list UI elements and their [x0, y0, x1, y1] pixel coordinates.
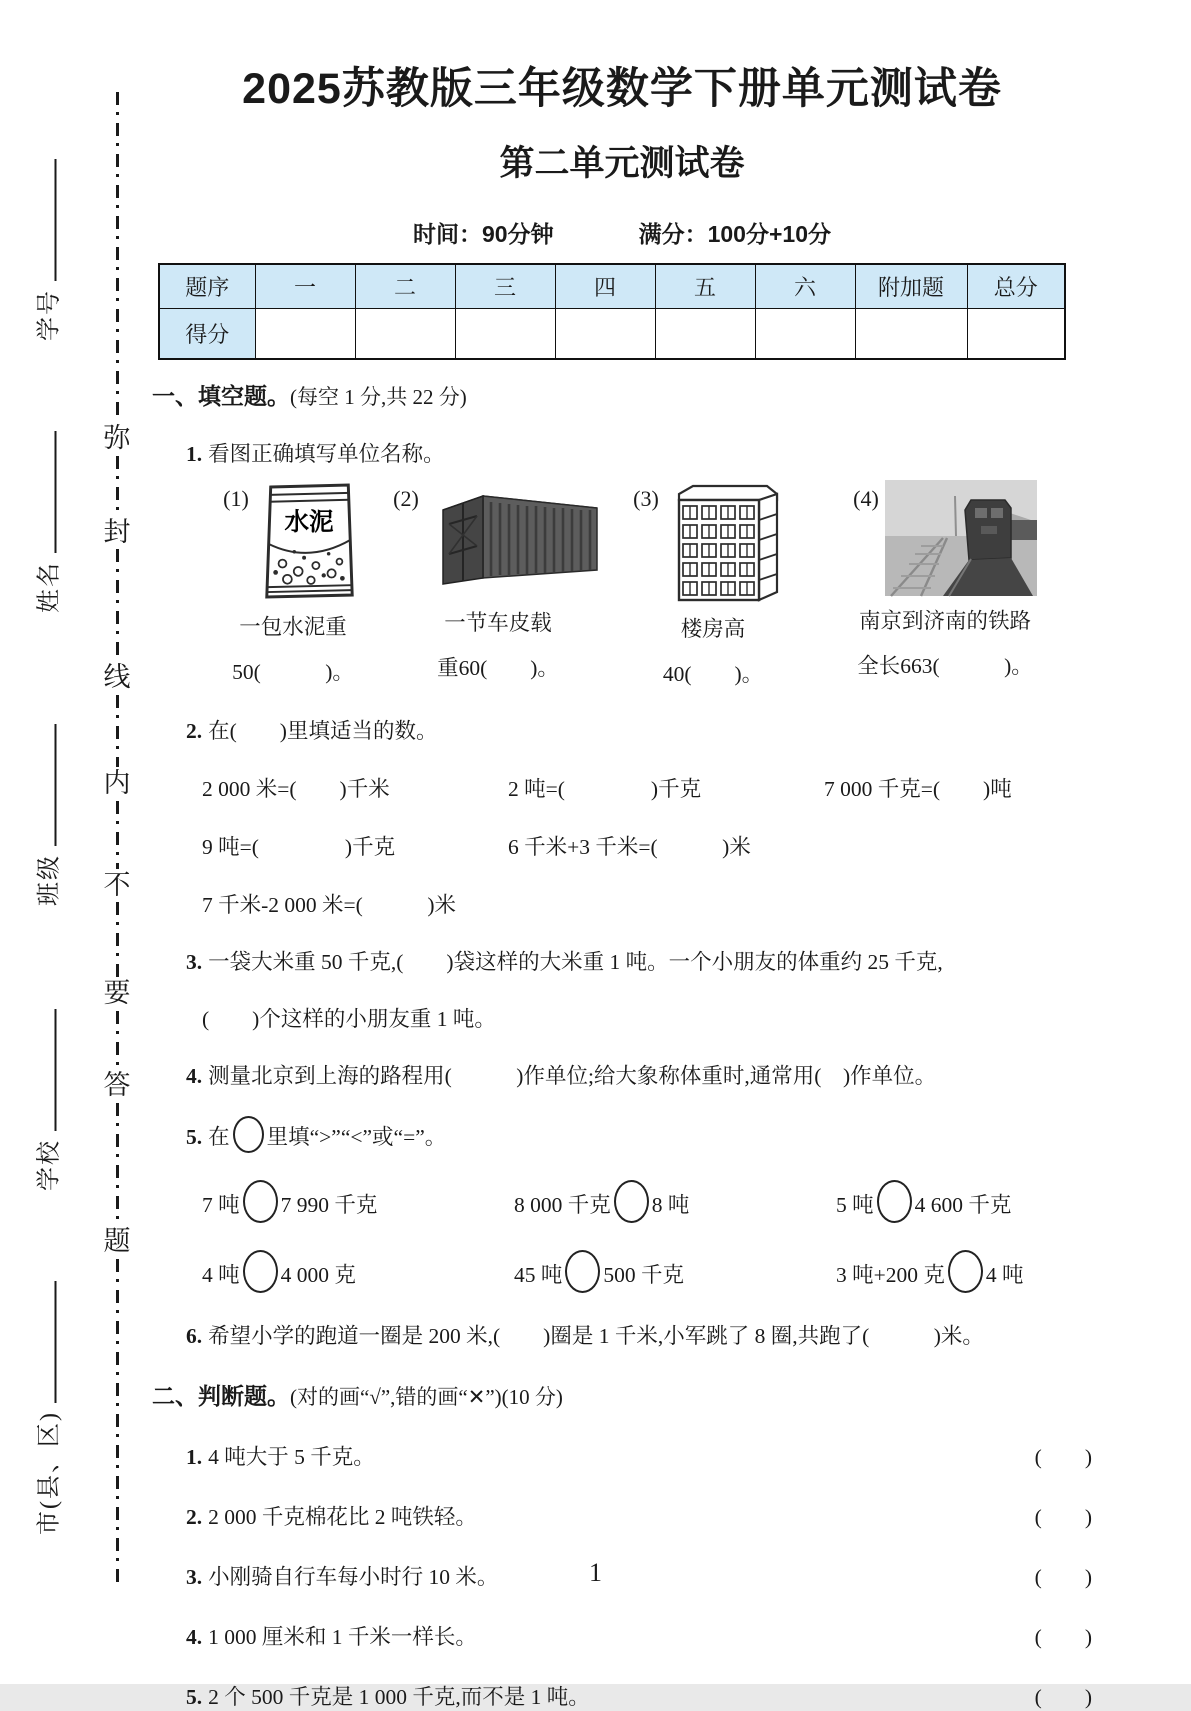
seal-char: 封 — [103, 516, 131, 547]
seal-dash-segment — [116, 695, 119, 767]
judgment-number: 1. — [186, 1445, 203, 1469]
question-6 — [186, 1319, 1092, 1350]
col-one: 一 — [255, 264, 355, 309]
seal-dash-segment — [116, 92, 119, 422]
seal-char: 要 — [103, 978, 131, 1009]
comparison-circle-icon — [877, 1180, 912, 1223]
school-field — [29, 1009, 64, 1191]
judgment-text — [186, 1440, 375, 1471]
figure-4-index: (4) — [853, 486, 879, 511]
figure-3-head — [633, 480, 793, 604]
question-2-number: 2. — [186, 719, 203, 743]
seal-char: 答 — [103, 1070, 131, 1101]
conversion-item: 2 吨=( )千克 — [508, 777, 702, 801]
answer-parentheses: ( ) — [1034, 1505, 1092, 1529]
answer-parentheses: ( ) — [1034, 1445, 1092, 1469]
comparison-circle-icon — [948, 1250, 983, 1293]
section-one-title: 一、填空题。 — [152, 383, 290, 409]
score-cell — [555, 309, 655, 360]
score-cell — [855, 309, 967, 360]
figure-4-head — [853, 480, 1037, 596]
paper-main-content — [152, 0, 1092, 1711]
col-bonus: 附加题 — [855, 264, 967, 309]
comparison-item — [202, 1180, 514, 1223]
seal-dash-segment — [116, 549, 119, 661]
section-one-heading — [152, 378, 1092, 411]
question-4-text: 测量北京到上海的路程用( )作单位;给大象称体重时,通常用( )作单位。 — [208, 1064, 937, 1088]
question-5-row-2 — [202, 1250, 1092, 1293]
exam-meta — [152, 216, 1092, 249]
judgment-number: 4. — [186, 1625, 203, 1649]
score-table-score-row — [159, 309, 1065, 360]
compare-right: 4 600 千克 — [914, 1193, 1012, 1217]
building-image — [665, 480, 793, 604]
train-photo-image — [885, 480, 1037, 596]
conversion-item: 6 千米+3 千米=( )米 — [508, 835, 751, 859]
compare-right: 7 990 千克 — [280, 1193, 378, 1217]
cement-bag-text: 水泥 — [284, 509, 334, 537]
section-one-note: (每空 1 分,共 22 分) — [290, 385, 467, 409]
district-blank-line — [49, 1281, 57, 1403]
compare-right: 500 千克 — [603, 1263, 685, 1287]
seal-dash-segment — [116, 1103, 119, 1225]
figure-2-head — [393, 480, 603, 598]
figure-3-index: (3) — [633, 486, 659, 511]
seal-dash-segment — [116, 801, 119, 869]
comparison-circle-icon — [614, 1180, 649, 1223]
score-cell — [967, 309, 1065, 360]
comparison-item — [836, 1250, 1024, 1293]
section-two-note: (对的画“√”,错的画“✕”)(10 分) — [290, 1385, 563, 1409]
comparison-item — [202, 1250, 514, 1293]
question-1-number: 1. — [186, 442, 203, 466]
district-label: 市(县、区) — [36, 1411, 63, 1535]
school-label: 学校 — [36, 1139, 63, 1191]
judgment-number: 3. — [186, 1565, 203, 1589]
comparison-item — [514, 1250, 836, 1293]
judgment-number: 5. — [186, 1685, 203, 1709]
paper-title: 2025苏教版三年级数学下册单元测试卷 — [242, 65, 1002, 113]
seal-char: 线 — [103, 662, 131, 693]
col-four: 四 — [555, 264, 655, 309]
question-3-number: 3. — [186, 950, 203, 974]
question-5-suffix: 里填“>”“<”或“=”。 — [266, 1125, 447, 1149]
compare-left: 45 吨 — [514, 1263, 563, 1287]
judgment-statement: 小刚骑自行车每小时行 10 米。 — [208, 1565, 499, 1589]
student-id-blank-line — [49, 159, 57, 281]
judgment-statement: 2 个 500 千克是 1 000 千克,而不是 1 吨。 — [208, 1685, 590, 1709]
judgment-number: 2. — [186, 1505, 203, 1529]
class-label: 班级 — [36, 854, 63, 906]
figure-2-caption: 一节车皮载 — [444, 611, 552, 635]
freight-container-image — [425, 480, 603, 598]
question-1-figures — [202, 480, 1092, 688]
score-cell — [455, 309, 555, 360]
conversion-item: 2 000 米=( )千米 — [202, 777, 390, 801]
figure-3-caption: 楼房高 — [680, 617, 746, 641]
score-cell — [355, 309, 455, 360]
figure-railway — [814, 480, 1076, 688]
comparison-item — [836, 1180, 1011, 1223]
unit-title: 第二单元测试卷 — [499, 144, 745, 183]
question-6-number: 6. — [186, 1324, 203, 1348]
seal-dash-segment — [116, 456, 119, 516]
figure-building — [612, 480, 814, 688]
question-2-row-1 — [202, 772, 1092, 803]
col-three: 三 — [455, 264, 555, 309]
figure-4-blank: 全长663( )。 — [857, 654, 1033, 678]
answer-parentheses: ( ) — [1034, 1685, 1092, 1709]
seal-dashed-line — [100, 92, 134, 1589]
section-two-title: 二、判断题。 — [152, 1383, 290, 1409]
judgment-statement: 2 000 千克棉花比 2 吨铁轻。 — [208, 1505, 477, 1529]
compare-right: 8 吨 — [651, 1193, 690, 1217]
figure-1-index: (1) — [223, 486, 249, 511]
question-6-text: 希望小学的跑道一圈是 200 米,( )圈是 1 千米,小军跳了 8 圈,共跑了( )米。 — [208, 1324, 984, 1348]
judgment-text — [186, 1500, 477, 1531]
comparison-circle-icon — [243, 1180, 278, 1223]
compare-left: 3 吨+200 克 — [836, 1263, 945, 1287]
figure-2-index: (2) — [393, 486, 419, 511]
comparison-circle-icon — [565, 1250, 600, 1293]
student-id-label: 学号 — [36, 289, 63, 341]
answer-parentheses: ( ) — [1034, 1625, 1092, 1649]
figure-3-blank: 40( )。 — [662, 662, 764, 686]
question-4-number: 4. — [186, 1064, 203, 1088]
district-field — [29, 1281, 64, 1535]
compare-left: 4 吨 — [202, 1263, 240, 1287]
question-2 — [186, 714, 1092, 745]
compare-left: 8 000 千克 — [514, 1193, 611, 1217]
seal-dash-segment — [116, 1011, 119, 1069]
score-table — [158, 263, 1066, 360]
seal-dash-segment — [116, 1259, 119, 1589]
judgment-text — [186, 1620, 477, 1651]
compare-left: 5 吨 — [836, 1193, 874, 1217]
score-table-header-row — [159, 264, 1065, 309]
question-4 — [186, 1059, 1092, 1090]
question-3-line2: ( )个这样的小朋友重 1 吨。 — [202, 1007, 496, 1031]
figure-4-caption: 南京到济南的铁路 — [858, 609, 1031, 633]
judgment-item-2 — [186, 1500, 1092, 1531]
question-5 — [186, 1116, 1092, 1153]
score-label: 得分 — [159, 309, 255, 360]
section-two-heading — [152, 1378, 1092, 1411]
figure-container — [384, 480, 612, 688]
judgment-text — [186, 1680, 590, 1711]
judgment-statement: 1 000 厘米和 1 千米一样长。 — [208, 1625, 477, 1649]
question-3-line1: 一袋大米重 50 千克,( )袋这样的大米重 1 吨。一个小朋友的体重约 25 千克, — [208, 950, 943, 974]
comparison-item — [514, 1180, 836, 1223]
seal-char: 弥 — [103, 423, 131, 453]
figure-cement-bag — [202, 480, 384, 688]
student-name-label: 姓名 — [36, 561, 63, 613]
question-3 — [186, 945, 1092, 976]
student-id-field — [29, 159, 64, 341]
conversion-item: 7 千米-2 000 米=( )米 — [202, 893, 456, 917]
full-score: 满分：100分+10分 — [638, 221, 831, 247]
seal-char: 内 — [103, 768, 131, 799]
student-name-blank-line — [49, 431, 57, 553]
seal-char: 题 — [103, 1225, 131, 1256]
question-order-label: 题序 — [159, 264, 255, 309]
compare-right: 4 吨 — [985, 1263, 1024, 1287]
seal-char: 不 — [103, 869, 131, 900]
conversion-item: 7 000 千克=( )吨 — [824, 777, 1012, 801]
question-2-row-3 — [202, 888, 1092, 919]
question-1-text: 看图正确填写单位名称。 — [208, 442, 445, 466]
judgment-statement: 4 吨大于 5 千克。 — [208, 1445, 375, 1469]
question-1 — [186, 437, 1092, 468]
school-blank-line — [49, 1009, 57, 1131]
score-cell — [655, 309, 755, 360]
class-field — [29, 724, 64, 906]
col-six: 六 — [755, 264, 855, 309]
cement-bag-image — [255, 480, 363, 602]
class-blank-line — [49, 724, 57, 846]
question-5-number: 5. — [186, 1125, 203, 1149]
judgment-item-4 — [186, 1620, 1092, 1651]
col-total: 总分 — [967, 264, 1065, 309]
comparison-circle-icon — [233, 1116, 264, 1153]
conversion-item: 9 吨=( )千克 — [202, 835, 396, 859]
figure-2-blank: 重60( )。 — [437, 656, 559, 680]
score-cell — [755, 309, 855, 360]
col-two: 二 — [355, 264, 455, 309]
judgment-item-1 — [186, 1440, 1092, 1471]
seal-dash-segment — [116, 902, 119, 977]
figure-1-blank: 50( )。 — [232, 660, 354, 684]
question-5-prefix: 在 — [208, 1125, 230, 1149]
figure-1-head — [223, 480, 363, 602]
question-2-text: 在( )里填适当的数。 — [208, 719, 438, 743]
student-name-field — [29, 431, 64, 613]
figure-1-caption: 一包水泥重 — [239, 615, 347, 639]
compare-left: 7 吨 — [202, 1193, 240, 1217]
score-cell — [255, 309, 355, 360]
col-five: 五 — [655, 264, 755, 309]
answer-parentheses: ( ) — [1034, 1565, 1092, 1589]
question-2-row-2 — [202, 830, 1092, 861]
judgment-item-5 — [186, 1680, 1092, 1711]
question-5-row-1 — [202, 1180, 1092, 1223]
comparison-circle-icon — [243, 1250, 278, 1293]
page-number: 1 — [589, 1558, 602, 1587]
time-limit: 时间：90分钟 — [413, 221, 554, 247]
compare-right: 4 000 克 — [280, 1263, 356, 1287]
